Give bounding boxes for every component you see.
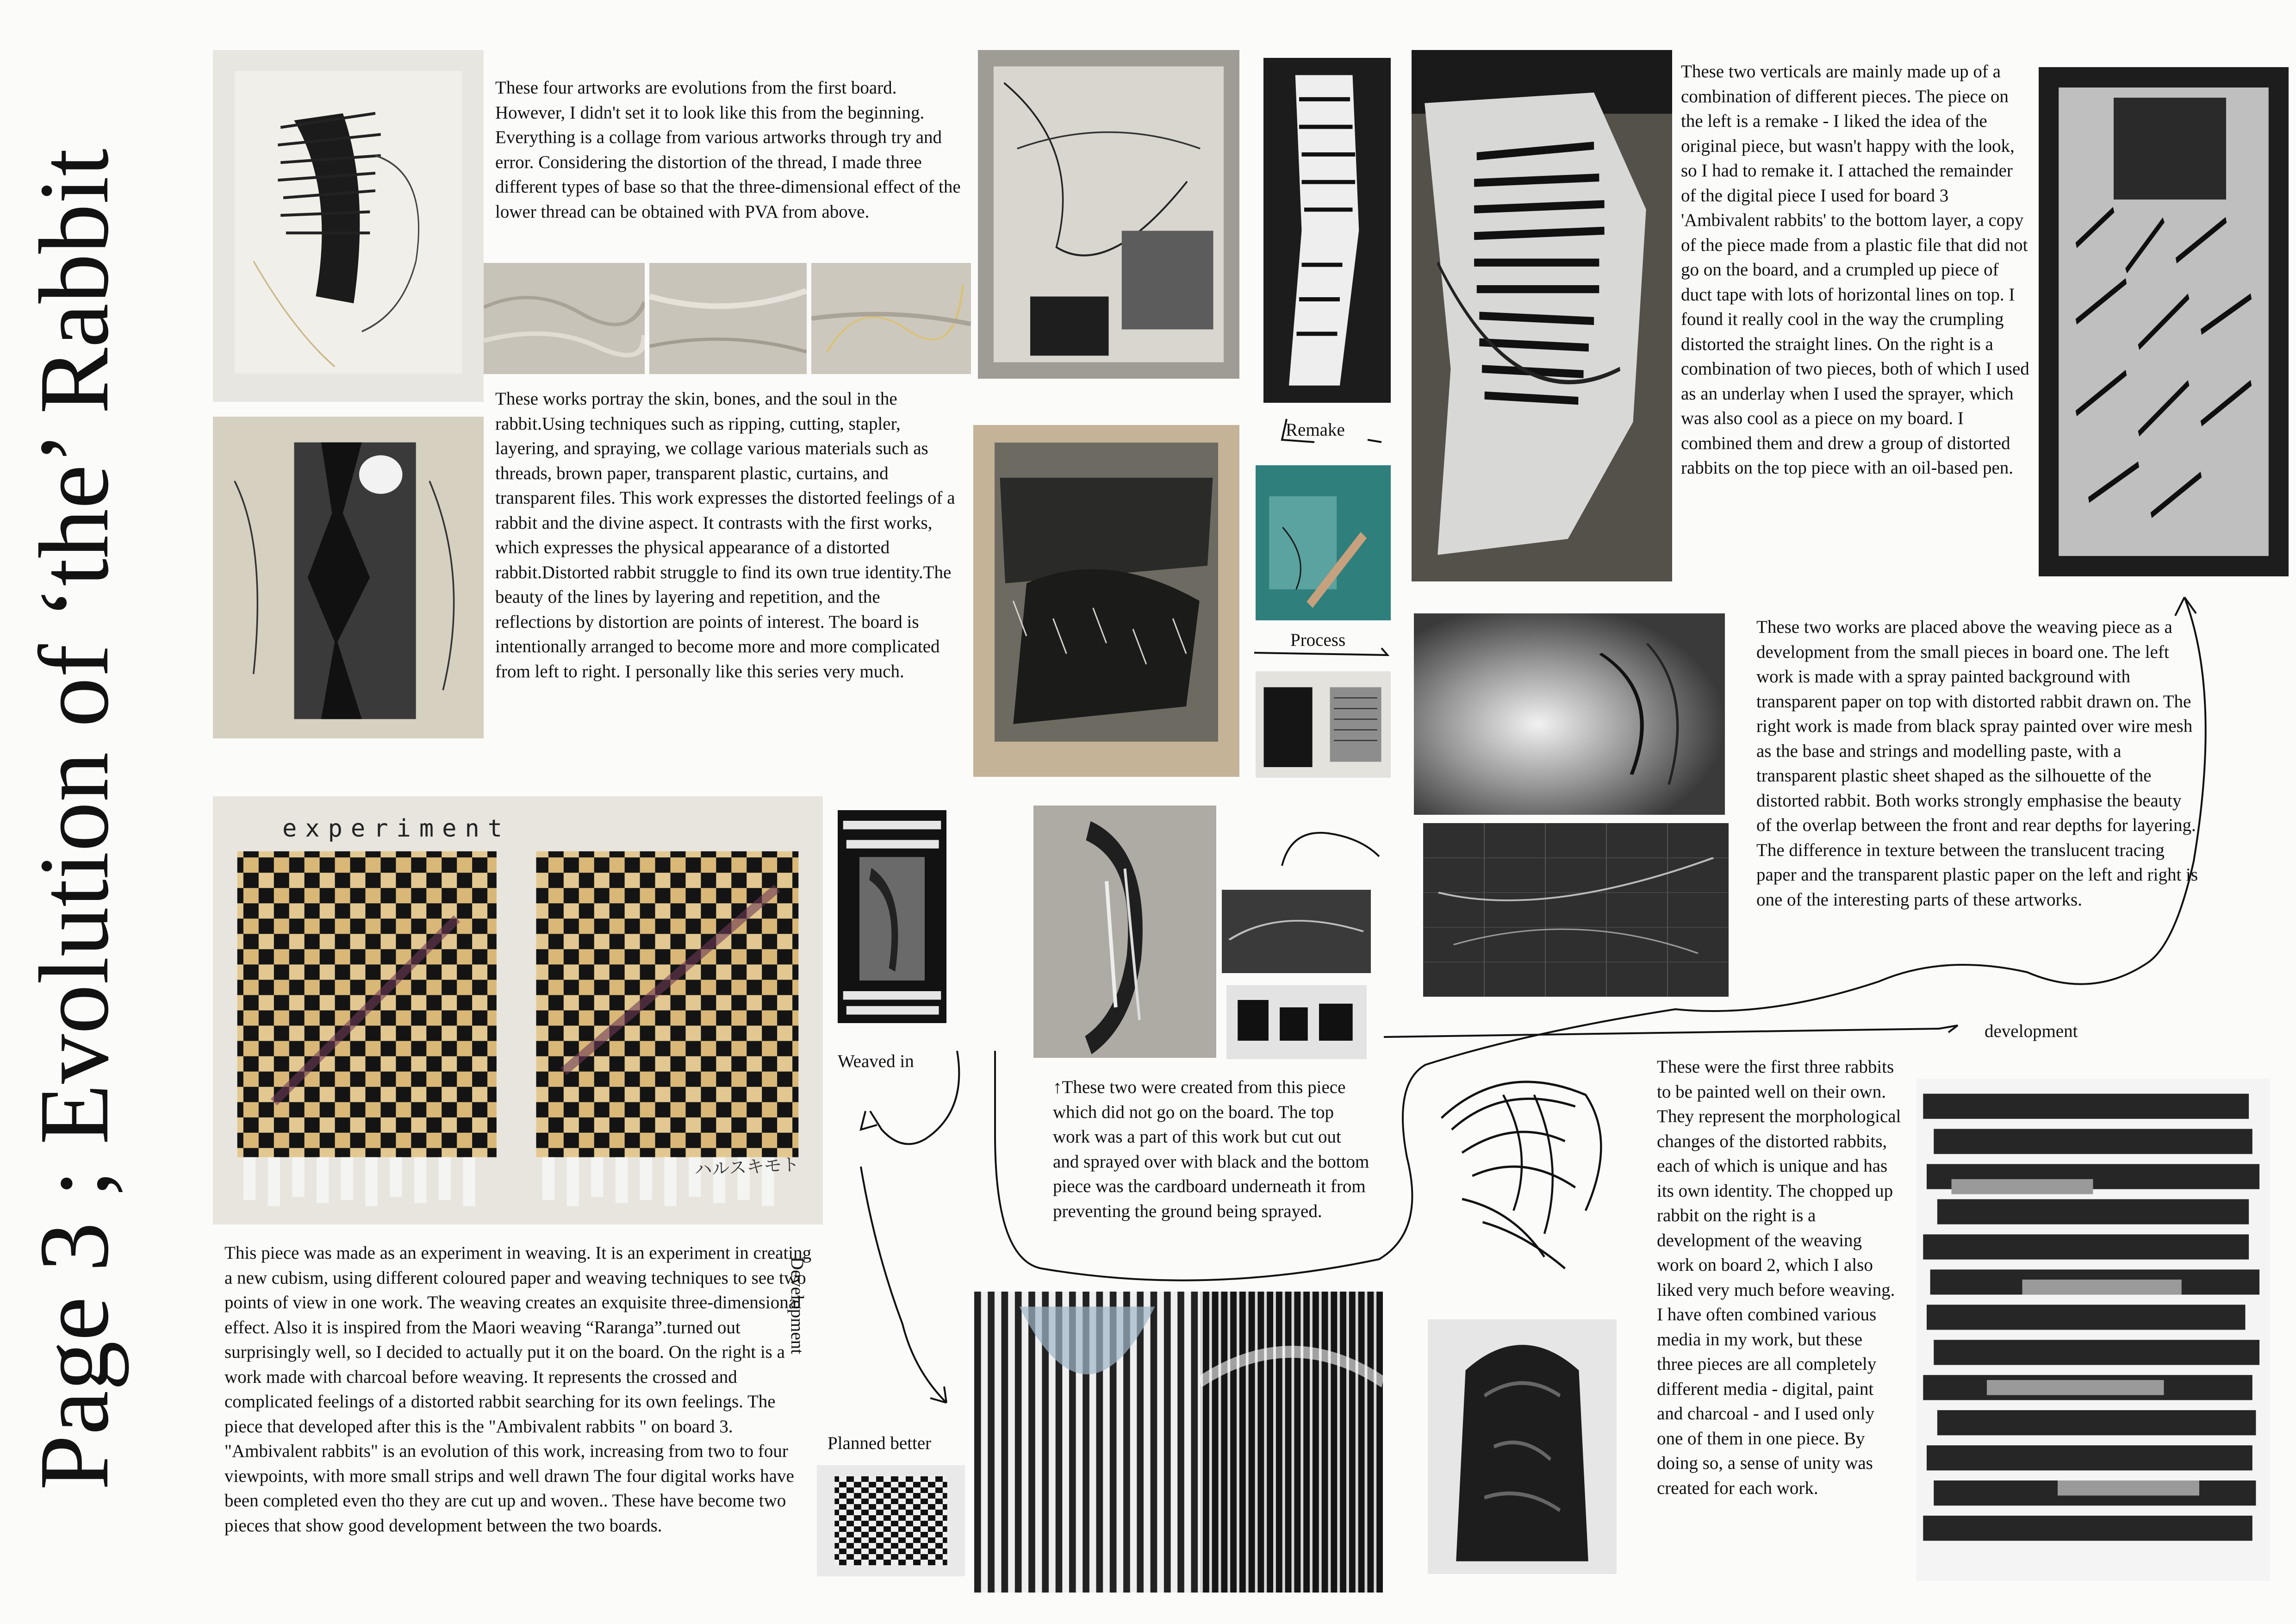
handwritten-experiment: experiment [282, 815, 511, 843]
text-two-created: ↑These two were created from this piece which did not go on the board. The top work was a part of this work but cut out and sprayed over with black and the bottom piece was the cardboard underneath it from preventing the ground being sprayed. [1053, 1077, 1369, 1221]
artwork-digital-rabbit [1421, 1049, 1627, 1280]
artwork-split-rabbit [213, 417, 484, 738]
artwork-planned-better-image [817, 1465, 965, 1576]
text-four-artworks: These four artworks are evolutions from the first board. However, I didn't set it to look like this from the beginning. Everything is a collage from various artworks through try and error. Considering the distortion of the thread, I made three different types of base so that the three-dimensional effect of the lower thread can be obtained with PVA from above. [495, 78, 961, 222]
artwork-remake-vertical [1412, 50, 1672, 581]
label-remake: Remake [1286, 420, 1345, 440]
process-photo-spray [1256, 465, 1391, 620]
artwork-planned-better [817, 1465, 965, 1576]
text-above-weaving: These two works are placed above the weaving piece as a development from the small pieces in board one. The left work is made with a spray painted background with transparent paper on top with distorted rabbit drawn on. The right work is made from black spray painted over wire mesh as the base and strings and modelling paste, with a transparent plastic sheet shaped as the silhouette of the distorted rabbit. Both works strongly emphasise the beauty of the overlap between the front and rear depths for layering. The difference in texture between the translucent tracing paper and the transparent plastic paper on the left and right is one of the interesting parts of these artworks. [1756, 617, 2198, 910]
artwork-bottom-weave-right-image [1200, 1292, 1383, 1593]
text-skin-bones-soul: These works portray the skin, bones, and the soul in the rabbit.Using techniques such as ripping, cutting, stapler, layering, and spraying, we collage various materials such as threads, brown paper, transparent plastic, curtains, and transparent files. This work expresses the distorted feelings of a rabbit and the divine aspect. It contrasts with the first works, which expresses the physical appearance of a distorted rabbit.Distorted rabbit struggle to find its own true identity.The beauty of the lines by layering and repetition, and the reflections by distortion are points of interest. The board is intentionally arranged to become more and more complicated from left to right. I personally like this series very much. [495, 389, 955, 681]
artwork-spray-tracing [1414, 613, 1725, 815]
process-small-pieces-image [1256, 671, 1391, 778]
label-planned-better: Planned better [828, 1433, 932, 1453]
process-photo-spray-image [1256, 465, 1391, 620]
artwork-metallic-collage [973, 425, 1239, 777]
artwork-bottom-weave-right [1200, 1292, 1383, 1593]
base-swatch-1 [484, 263, 645, 374]
artwork-spray-tracing-image [1414, 613, 1725, 815]
artwork-charcoal-rabbit [1033, 806, 1216, 1058]
artwork-strip-original-image [1263, 58, 1391, 403]
base-swatch-3-image [811, 263, 971, 374]
base-swatch-2 [649, 263, 807, 374]
artwork-thread-collage [213, 50, 484, 402]
label-weaved-in: Weaved in [838, 1051, 914, 1071]
artwork-sprayed-vertical-image [2039, 67, 2289, 576]
artwork-small-mesh [1222, 890, 1371, 973]
artwork-weaving-experiment [213, 796, 823, 1224]
label-development-vertical: Development [787, 1257, 807, 1355]
artwork-charcoal-rabbit-image [1033, 806, 1216, 1058]
artwork-bottom-weave-left [974, 1292, 1200, 1593]
artwork-layered-thread-image [978, 50, 1239, 379]
page-title: Page 3 ; Evolution of ‘the’ Rabbit [19, 149, 129, 1490]
artwork-sprayed-vertical [2039, 67, 2289, 576]
artwork-weaved-strip-image [838, 810, 946, 1023]
artwork-thread-collage-image [213, 50, 484, 402]
artwork-layered-thread [978, 50, 1239, 379]
label-process: Process [1290, 630, 1346, 650]
artwork-remake-vertical-image [1412, 50, 1672, 581]
artwork-metallic-collage-image [973, 425, 1239, 777]
artwork-digital-rabbit-image [1421, 1049, 1627, 1280]
text-first-three-rabbits: These were the first three rabbits to be painted well on their own. They represent the morphological changes of the distorted rabbits, each of which is unique and has its own identity. The chopped up rabbit on the right is a development of the weaving work on board 2, which I also liked very much before weaving. I have often combined various media in my work, but these three pieces are all completely different media - digital, paint and charcoal - and I used only one of them in one piece. By doing so, a sense of unity was created for each work. [1657, 1057, 1901, 1498]
process-small-pieces [1256, 671, 1391, 778]
artwork-wire-mesh-image [1423, 823, 1729, 997]
text-weaving-experiment: This piece was made as an experiment in weaving. It is an experiment in creating a new cubism, using different coloured paper and weaving techniques to see two points of view in one work. The weaving creates an exquisite three-dimensional effect. Also it is inspired from the Maori weaving “Raranga”.turned out surprisingly well, so I decided to actually put it on the board. On the right is a work made with charcoal before weaving. It represents the crossed and complicated feelings of a distorted rabbit searching for its own feelings. The piece that developed after this is the "Ambivalent rabbits " on board 3. "Ambivalent rabbits" is an evolution of this work, increasing from two to four viewpoints, with more small strips and well drawn The four digital works have been completed even tho they are cut up and woven.. These have become two pieces that show good development between the two boards. [224, 1243, 812, 1536]
artwork-split-rabbit-image [213, 417, 484, 738]
artwork-wire-mesh [1423, 823, 1729, 997]
base-swatch-2-image [649, 263, 807, 374]
label-development-lower: development [1985, 1021, 2078, 1041]
handwritten-signature: ハルスキモト [694, 1154, 800, 1180]
artwork-strip-original [1263, 58, 1391, 403]
artwork-bottom-weave-left-image [974, 1292, 1200, 1593]
artwork-chopped-rabbit [1916, 1079, 2270, 1581]
artwork-small-mesh-image [1222, 890, 1371, 973]
artwork-cardboard-underlay-image [1226, 985, 1367, 1059]
artwork-painted-rabbit-image [1428, 1319, 1617, 1574]
base-swatch-1-image [484, 263, 645, 374]
artwork-cardboard-underlay [1226, 985, 1367, 1059]
artwork-painted-rabbit [1428, 1319, 1617, 1574]
artwork-chopped-rabbit-image [1916, 1079, 2270, 1581]
base-swatch-3 [811, 263, 971, 374]
artwork-weaved-strip [838, 810, 946, 1023]
text-two-verticals: These two verticals are mainly made up of a combination of different pieces. The piece on the left is a remake - I liked the idea of the original piece, but wasn't happy with the look, so I had to remake it. I attached the remainder of the digital piece I used for board 3 'Ambivalent rabbits' to the bottom layer, a copy of the piece made from a plastic file that did not go on the board, and a crumpled up piece of duct tape with lots of horizontal lines on top. I found it really cool in the way the crumpling distorted the straight lines. On the right is a combination of two pieces, both of which I used as an underlay when I used the sprayer, which was also cool as a piece on my board. I combined them and drew a group of distorted rabbits on the top piece with an oil-based pen. [1681, 62, 2029, 478]
